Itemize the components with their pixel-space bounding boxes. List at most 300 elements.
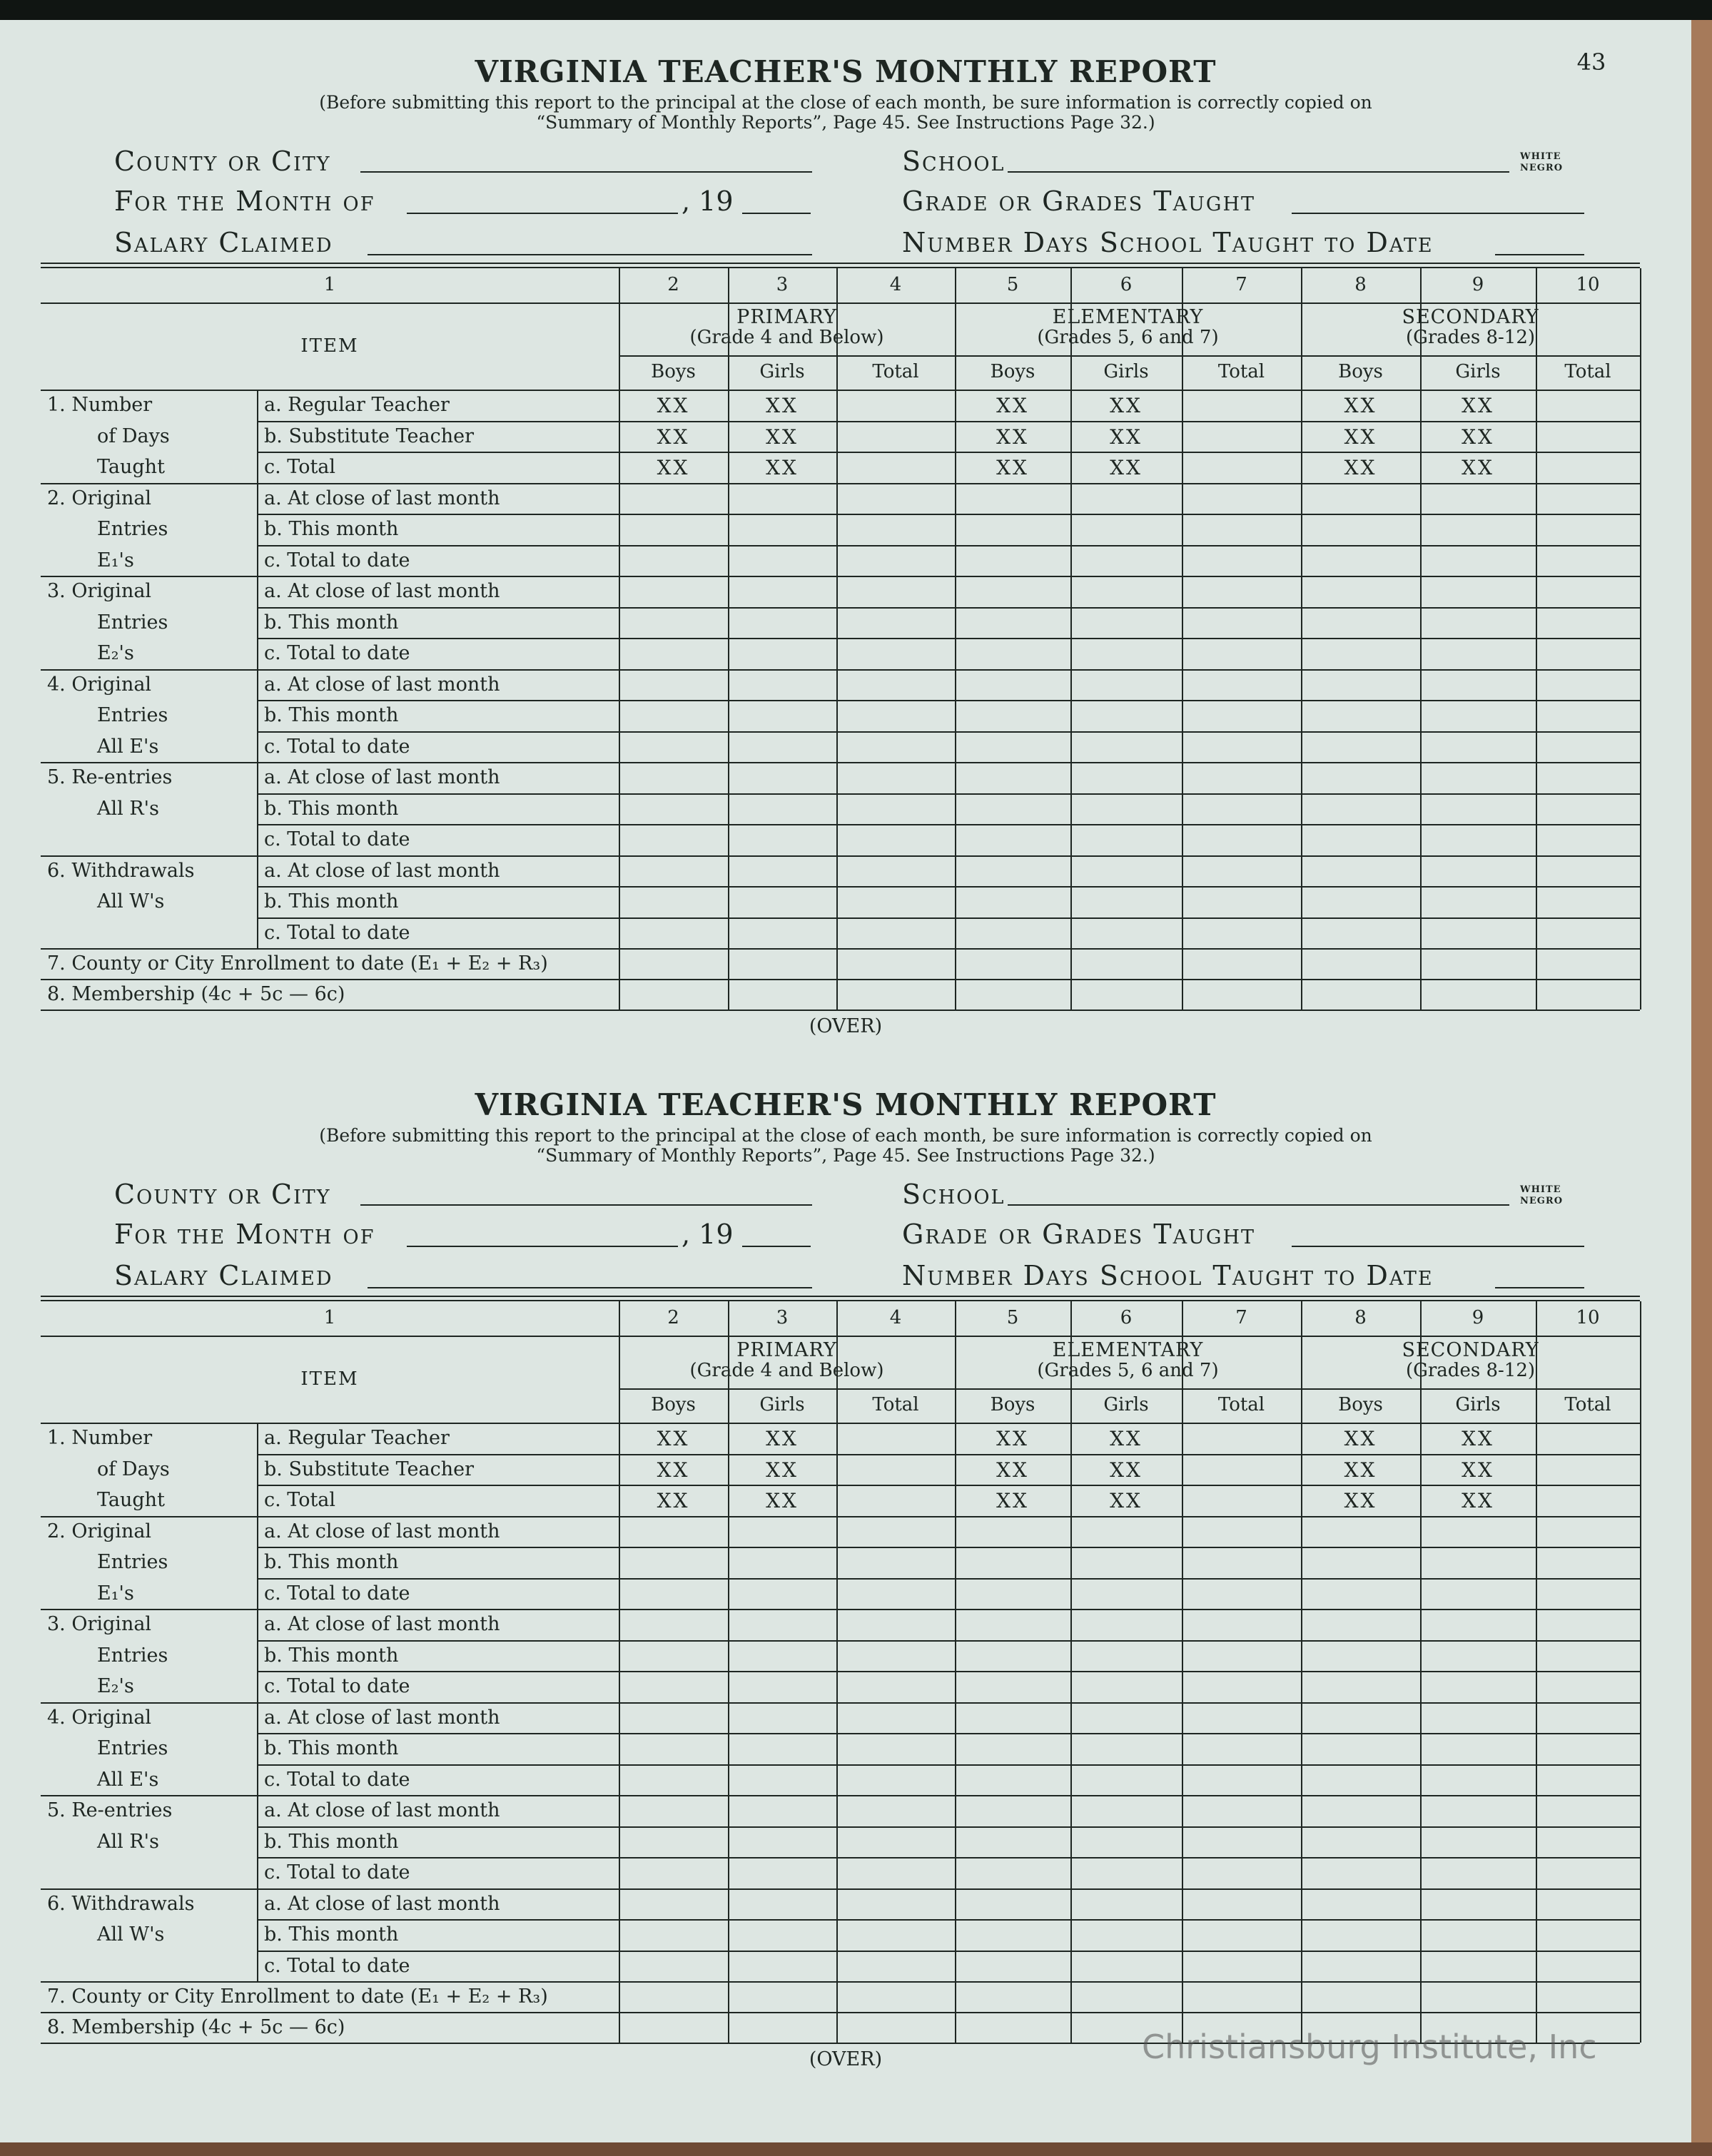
entry-cell[interactable] <box>1302 422 1419 451</box>
entry-cell[interactable] <box>1302 795 1419 823</box>
entry-cell[interactable] <box>956 733 1069 761</box>
entry-cell[interactable] <box>1072 1672 1180 1701</box>
entry-cell[interactable] <box>620 1828 726 1856</box>
entry-cell[interactable] <box>1183 1828 1300 1856</box>
entry-cell[interactable] <box>1072 515 1180 544</box>
entry-cell[interactable] <box>620 1580 726 1608</box>
entry-cell[interactable] <box>838 391 953 419</box>
entry-cell[interactable] <box>956 795 1069 823</box>
entry-cell[interactable] <box>1537 1921 1638 1949</box>
entry-cell[interactable] <box>1537 1734 1638 1763</box>
entry-cell[interactable] <box>1302 1580 1419 1608</box>
entry-cell[interactable] <box>956 701 1069 730</box>
entry-cell[interactable] <box>838 795 953 823</box>
entry-cell[interactable] <box>1302 1890 1419 1918</box>
entry-cell[interactable] <box>1302 1424 1419 1453</box>
entry-cell[interactable] <box>956 577 1069 606</box>
entry-cell[interactable] <box>838 1734 953 1763</box>
entry-cell[interactable] <box>1183 888 1300 916</box>
entry-cell[interactable] <box>620 701 726 730</box>
entry-cell[interactable] <box>1183 1580 1300 1608</box>
entry-cell[interactable] <box>620 795 726 823</box>
entry-cell[interactable] <box>956 1890 1069 1918</box>
salary-field[interactable] <box>368 254 812 255</box>
entry-cell[interactable] <box>1072 795 1180 823</box>
entry-cell[interactable] <box>620 422 726 451</box>
entry-cell[interactable] <box>620 1734 726 1763</box>
entry-cell[interactable] <box>1422 919 1534 947</box>
entry-cell[interactable] <box>1072 1890 1180 1918</box>
entry-cell[interactable] <box>729 1704 835 1732</box>
entry-cell[interactable] <box>956 1921 1069 1949</box>
entry-cell[interactable] <box>620 1424 726 1453</box>
entry-cell[interactable] <box>838 1766 953 1794</box>
entry-cell[interactable] <box>729 1610 835 1639</box>
entry-cell[interactable] <box>838 1610 953 1639</box>
entry-cell[interactable] <box>956 1486 1069 1515</box>
entry-cell[interactable] <box>1537 484 1638 513</box>
entry-cell[interactable] <box>1302 1921 1419 1949</box>
entry-cell[interactable] <box>1537 1455 1638 1484</box>
entry-cell[interactable] <box>1302 1858 1419 1887</box>
entry-cell[interactable] <box>1537 1642 1638 1670</box>
entry-cell[interactable] <box>1537 1672 1638 1701</box>
entry-cell[interactable] <box>1302 391 1419 419</box>
entry-cell[interactable] <box>620 639 726 668</box>
entry-cell[interactable] <box>1302 1734 1419 1763</box>
entry-cell[interactable] <box>1183 701 1300 730</box>
entry-cell[interactable] <box>1072 546 1180 575</box>
entry-cell[interactable] <box>1537 577 1638 606</box>
entry-cell[interactable] <box>1537 639 1638 668</box>
year-field[interactable] <box>742 213 811 214</box>
entry-cell[interactable] <box>838 671 953 699</box>
entry-cell[interactable] <box>838 1921 953 1949</box>
entry-cell[interactable] <box>620 1642 726 1670</box>
entry-cell[interactable] <box>729 1548 835 1577</box>
entry-cell[interactable] <box>729 1921 835 1949</box>
entry-cell[interactable] <box>1422 733 1534 761</box>
entry-cell[interactable] <box>1072 1486 1180 1515</box>
entry-cell[interactable] <box>956 1672 1069 1701</box>
entry-cell[interactable] <box>1422 1455 1534 1484</box>
entry-cell[interactable] <box>1302 1548 1419 1577</box>
entry-cell[interactable] <box>1072 1921 1180 1949</box>
entry-cell[interactable] <box>838 453 953 482</box>
entry-cell[interactable] <box>1422 1486 1534 1515</box>
entry-cell[interactable] <box>1537 1548 1638 1577</box>
entry-cell[interactable] <box>729 1424 835 1453</box>
entry-cell[interactable] <box>1072 733 1180 761</box>
days-taught-field[interactable] <box>1495 254 1584 255</box>
entry-cell[interactable] <box>838 888 953 916</box>
entry-cell[interactable] <box>729 888 835 916</box>
entry-cell[interactable] <box>1422 1858 1534 1887</box>
entry-cell[interactable] <box>956 1828 1069 1856</box>
entry-cell[interactable] <box>1302 857 1419 885</box>
entry-cell[interactable] <box>1183 1921 1300 1949</box>
entry-cell[interactable] <box>1072 1424 1180 1453</box>
entry-cell[interactable] <box>1422 1890 1534 1918</box>
entry-cell[interactable] <box>1537 701 1638 730</box>
entry-cell[interactable] <box>1422 763 1534 792</box>
entry-cell[interactable] <box>838 1424 953 1453</box>
entry-cell[interactable] <box>729 1517 835 1546</box>
entry-cell[interactable] <box>1183 484 1300 513</box>
entry-cell[interactable] <box>1183 577 1300 606</box>
entry-cell[interactable] <box>956 888 1069 916</box>
entry-cell[interactable] <box>729 763 835 792</box>
entry-cell[interactable] <box>1072 1610 1180 1639</box>
month-field[interactable] <box>407 213 678 214</box>
entry-cell[interactable] <box>1072 1517 1180 1546</box>
entry-cell[interactable] <box>956 546 1069 575</box>
entry-cell[interactable] <box>729 1486 835 1515</box>
entry-cell[interactable] <box>956 1952 1069 1980</box>
entry-cell[interactable] <box>1537 1704 1638 1732</box>
entry-cell[interactable] <box>620 577 726 606</box>
entry-cell[interactable] <box>1537 1858 1638 1887</box>
entry-cell[interactable] <box>1422 1796 1534 1825</box>
entry-cell[interactable] <box>1072 1796 1180 1825</box>
entry-cell[interactable] <box>620 733 726 761</box>
entry-cell[interactable] <box>1422 888 1534 916</box>
entry-cell[interactable] <box>1183 1952 1300 1980</box>
entry-cell[interactable] <box>1302 1486 1419 1515</box>
entry-cell[interactable] <box>956 1642 1069 1670</box>
entry-cell[interactable] <box>729 546 835 575</box>
entry-cell[interactable] <box>1422 515 1534 544</box>
negro-checkbox-label[interactable]: NEGRO <box>1520 1196 1564 1206</box>
entry-cell[interactable] <box>1072 671 1180 699</box>
entry-cell[interactable] <box>1183 1548 1300 1577</box>
entry-cell[interactable] <box>1072 701 1180 730</box>
entry-cell[interactable] <box>1422 577 1534 606</box>
entry-cell[interactable] <box>1302 763 1419 792</box>
entry-cell[interactable] <box>1422 1952 1534 1980</box>
entry-cell[interactable] <box>838 484 953 513</box>
entry-cell[interactable] <box>1302 1455 1419 1484</box>
entry-cell[interactable] <box>1537 671 1638 699</box>
entry-cell[interactable] <box>1302 1517 1419 1546</box>
entry-cell[interactable] <box>1537 857 1638 885</box>
entry-cell[interactable] <box>1537 919 1638 947</box>
entry-cell[interactable] <box>620 1858 726 1887</box>
entry-cell[interactable] <box>838 1828 953 1856</box>
entry-cell[interactable] <box>620 888 726 916</box>
entry-cell[interactable] <box>620 763 726 792</box>
entry-cell[interactable] <box>620 1548 726 1577</box>
entry-cell[interactable] <box>729 919 835 947</box>
entry-cell[interactable] <box>1302 1828 1419 1856</box>
entry-cell[interactable] <box>1072 825 1180 854</box>
entry-cell[interactable] <box>729 1828 835 1856</box>
entry-cell[interactable] <box>956 1548 1069 1577</box>
entry-cell[interactable] <box>1422 609 1534 637</box>
entry-cell[interactable] <box>838 919 953 947</box>
entry-cell[interactable] <box>1302 888 1419 916</box>
entry-cell[interactable] <box>1422 1704 1534 1732</box>
entry-cell[interactable] <box>1537 1517 1638 1546</box>
entry-cell[interactable] <box>1422 1766 1534 1794</box>
entry-cell[interactable] <box>620 391 726 419</box>
entry-cell[interactable] <box>1537 1890 1638 1918</box>
entry-cell[interactable] <box>1183 1424 1300 1453</box>
entry-cell[interactable] <box>1302 1610 1419 1639</box>
entry-cell[interactable] <box>1183 1486 1300 1515</box>
entry-cell[interactable] <box>1537 795 1638 823</box>
entry-cell[interactable] <box>729 733 835 761</box>
county-field[interactable] <box>360 1204 812 1206</box>
grades-field[interactable] <box>1292 213 1584 214</box>
entry-cell[interactable] <box>1537 1424 1638 1453</box>
entry-cell[interactable] <box>1422 1734 1534 1763</box>
entry-cell[interactable] <box>1422 391 1534 419</box>
entry-cell[interactable] <box>729 639 835 668</box>
entry-cell[interactable] <box>1422 795 1534 823</box>
county-field[interactable] <box>360 171 812 173</box>
entry-cell[interactable] <box>1183 1704 1300 1732</box>
entry-cell[interactable] <box>1183 1455 1300 1484</box>
entry-cell[interactable] <box>1072 919 1180 947</box>
entry-cell[interactable] <box>956 484 1069 513</box>
school-field[interactable] <box>1008 1204 1509 1206</box>
entry-cell[interactable] <box>956 1580 1069 1608</box>
entry-cell[interactable] <box>838 1796 953 1825</box>
entry-cell[interactable] <box>620 1921 726 1949</box>
entry-cell[interactable] <box>1537 825 1638 854</box>
entry-cell[interactable] <box>1302 546 1419 575</box>
entry-cell[interactable] <box>1422 701 1534 730</box>
entry-cell[interactable] <box>620 1486 726 1515</box>
entry-cell[interactable] <box>1422 1610 1534 1639</box>
entry-cell[interactable] <box>838 1486 953 1515</box>
entry-cell[interactable] <box>1422 1921 1534 1949</box>
entry-cell[interactable] <box>1183 795 1300 823</box>
entry-cell[interactable] <box>620 546 726 575</box>
entry-cell[interactable] <box>838 733 953 761</box>
entry-cell[interactable] <box>620 825 726 854</box>
entry-cell[interactable] <box>956 857 1069 885</box>
entry-cell[interactable] <box>1072 763 1180 792</box>
entry-cell[interactable] <box>620 609 726 637</box>
entry-cell[interactable] <box>838 515 953 544</box>
entry-cell[interactable] <box>1537 1486 1638 1515</box>
days-taught-field[interactable] <box>1495 1287 1584 1288</box>
entry-cell[interactable] <box>1422 1580 1534 1608</box>
entry-cell[interactable] <box>620 1610 726 1639</box>
entry-cell[interactable] <box>838 1642 953 1670</box>
entry-cell[interactable] <box>620 1455 726 1484</box>
entry-cell[interactable] <box>956 1455 1069 1484</box>
entry-cell[interactable] <box>956 1424 1069 1453</box>
entry-cell[interactable] <box>956 391 1069 419</box>
entry-cell[interactable] <box>1537 1952 1638 1980</box>
entry-cell[interactable] <box>729 1766 835 1794</box>
entry-cell[interactable] <box>1422 1672 1534 1701</box>
entry-cell[interactable] <box>838 1952 953 1980</box>
entry-cell[interactable] <box>1072 1642 1180 1670</box>
entry-cell[interactable] <box>956 919 1069 947</box>
entry-cell[interactable] <box>1537 1828 1638 1856</box>
entry-cell[interactable] <box>1537 1610 1638 1639</box>
entry-cell[interactable] <box>620 919 726 947</box>
entry-cell[interactable] <box>956 453 1069 482</box>
entry-cell[interactable] <box>1422 422 1534 451</box>
entry-cell[interactable] <box>729 671 835 699</box>
grades-field[interactable] <box>1292 1246 1584 1247</box>
entry-cell[interactable] <box>1537 1766 1638 1794</box>
entry-cell[interactable] <box>729 453 835 482</box>
entry-cell[interactable] <box>838 422 953 451</box>
entry-cell[interactable] <box>1183 1734 1300 1763</box>
entry-cell[interactable] <box>1183 763 1300 792</box>
entry-cell[interactable] <box>1183 609 1300 637</box>
entry-cell[interactable] <box>1183 857 1300 885</box>
entry-cell[interactable] <box>729 609 835 637</box>
entry-cell[interactable] <box>1183 1890 1300 1918</box>
month-field[interactable] <box>407 1246 678 1247</box>
entry-cell[interactable] <box>956 515 1069 544</box>
entry-cell[interactable] <box>729 391 835 419</box>
entry-cell[interactable] <box>1072 857 1180 885</box>
entry-cell[interactable] <box>620 515 726 544</box>
entry-cell[interactable] <box>1537 1580 1638 1608</box>
entry-cell[interactable] <box>1072 577 1180 606</box>
entry-cell[interactable] <box>1072 1548 1180 1577</box>
entry-cell[interactable] <box>1302 919 1419 947</box>
entry-cell[interactable] <box>729 857 835 885</box>
entry-cell[interactable] <box>1422 1642 1534 1670</box>
entry-cell[interactable] <box>1422 1517 1534 1546</box>
entry-cell[interactable] <box>620 1952 726 1980</box>
entry-cell[interactable] <box>1183 1796 1300 1825</box>
entry-cell[interactable] <box>1302 1642 1419 1670</box>
entry-cell[interactable] <box>1183 825 1300 854</box>
entry-cell[interactable] <box>838 1704 953 1732</box>
entry-cell[interactable] <box>1072 609 1180 637</box>
entry-cell[interactable] <box>620 484 726 513</box>
entry-cell[interactable] <box>729 1952 835 1980</box>
salary-field[interactable] <box>368 1287 812 1288</box>
entry-cell[interactable] <box>838 1548 953 1577</box>
entry-cell[interactable] <box>956 1704 1069 1732</box>
entry-cell[interactable] <box>838 1517 953 1546</box>
entry-cell[interactable] <box>1302 515 1419 544</box>
white-checkbox-label[interactable]: WHITE <box>1520 151 1561 162</box>
entry-cell[interactable] <box>1072 422 1180 451</box>
entry-cell[interactable] <box>729 825 835 854</box>
entry-cell[interactable] <box>1183 919 1300 947</box>
entry-cell[interactable] <box>838 763 953 792</box>
entry-cell[interactable] <box>729 422 835 451</box>
entry-cell[interactable] <box>620 1517 726 1546</box>
entry-cell[interactable] <box>1422 1548 1534 1577</box>
entry-cell[interactable] <box>1537 888 1638 916</box>
entry-cell[interactable] <box>838 1455 953 1484</box>
entry-cell[interactable] <box>620 1766 726 1794</box>
entry-cell[interactable] <box>1302 609 1419 637</box>
entry-cell[interactable] <box>1302 1672 1419 1701</box>
entry-cell[interactable] <box>1537 763 1638 792</box>
entry-cell[interactable] <box>1072 484 1180 513</box>
entry-cell[interactable] <box>838 1890 953 1918</box>
entry-cell[interactable] <box>1183 1858 1300 1887</box>
entry-cell[interactable] <box>1183 453 1300 482</box>
entry-cell[interactable] <box>1302 733 1419 761</box>
entry-cell[interactable] <box>956 825 1069 854</box>
entry-cell[interactable] <box>1072 1858 1180 1887</box>
entry-cell[interactable] <box>1302 453 1419 482</box>
entry-cell[interactable] <box>1183 671 1300 699</box>
entry-cell[interactable] <box>729 1672 835 1701</box>
entry-cell[interactable] <box>956 763 1069 792</box>
entry-cell[interactable] <box>838 1580 953 1608</box>
entry-cell[interactable] <box>620 1890 726 1918</box>
entry-cell[interactable] <box>729 1796 835 1825</box>
entry-cell[interactable] <box>1537 391 1638 419</box>
entry-cell[interactable] <box>956 1734 1069 1763</box>
entry-cell[interactable] <box>956 1610 1069 1639</box>
entry-cell[interactable] <box>1302 1704 1419 1732</box>
entry-cell[interactable] <box>1072 1952 1180 1980</box>
entry-cell[interactable] <box>729 577 835 606</box>
entry-cell[interactable] <box>620 1704 726 1732</box>
entry-cell[interactable] <box>956 1517 1069 1546</box>
entry-cell[interactable] <box>729 1455 835 1484</box>
entry-cell[interactable] <box>838 857 953 885</box>
entry-cell[interactable] <box>1537 733 1638 761</box>
entry-cell[interactable] <box>1422 453 1534 482</box>
entry-cell[interactable] <box>1302 639 1419 668</box>
entry-cell[interactable] <box>1072 1455 1180 1484</box>
entry-cell[interactable] <box>1302 1952 1419 1980</box>
entry-cell[interactable] <box>729 484 835 513</box>
negro-checkbox-label[interactable]: NEGRO <box>1520 163 1564 173</box>
entry-cell[interactable] <box>729 515 835 544</box>
entry-cell[interactable] <box>1183 639 1300 668</box>
entry-cell[interactable] <box>1072 1828 1180 1856</box>
entry-cell[interactable] <box>729 701 835 730</box>
entry-cell[interactable] <box>620 857 726 885</box>
entry-cell[interactable] <box>1422 825 1534 854</box>
entry-cell[interactable] <box>1422 1828 1534 1856</box>
entry-cell[interactable] <box>838 546 953 575</box>
entry-cell[interactable] <box>956 671 1069 699</box>
school-field[interactable] <box>1008 171 1509 173</box>
entry-cell[interactable] <box>1302 577 1419 606</box>
entry-cell[interactable] <box>838 825 953 854</box>
entry-cell[interactable] <box>1183 733 1300 761</box>
year-field[interactable] <box>742 1246 811 1247</box>
entry-cell[interactable] <box>729 1858 835 1887</box>
entry-cell[interactable] <box>1537 546 1638 575</box>
entry-cell[interactable] <box>1302 825 1419 854</box>
entry-cell[interactable] <box>1422 1424 1534 1453</box>
entry-cell[interactable] <box>1183 546 1300 575</box>
white-checkbox-label[interactable]: WHITE <box>1520 1184 1561 1195</box>
entry-cell[interactable] <box>620 1672 726 1701</box>
entry-cell[interactable] <box>1183 1610 1300 1639</box>
entry-cell[interactable] <box>620 1796 726 1825</box>
entry-cell[interactable] <box>1183 1766 1300 1794</box>
entry-cell[interactable] <box>956 422 1069 451</box>
entry-cell[interactable] <box>956 1766 1069 1794</box>
entry-cell[interactable] <box>1537 1796 1638 1825</box>
entry-cell[interactable] <box>729 1734 835 1763</box>
entry-cell[interactable] <box>838 1858 953 1887</box>
entry-cell[interactable] <box>1302 1796 1419 1825</box>
